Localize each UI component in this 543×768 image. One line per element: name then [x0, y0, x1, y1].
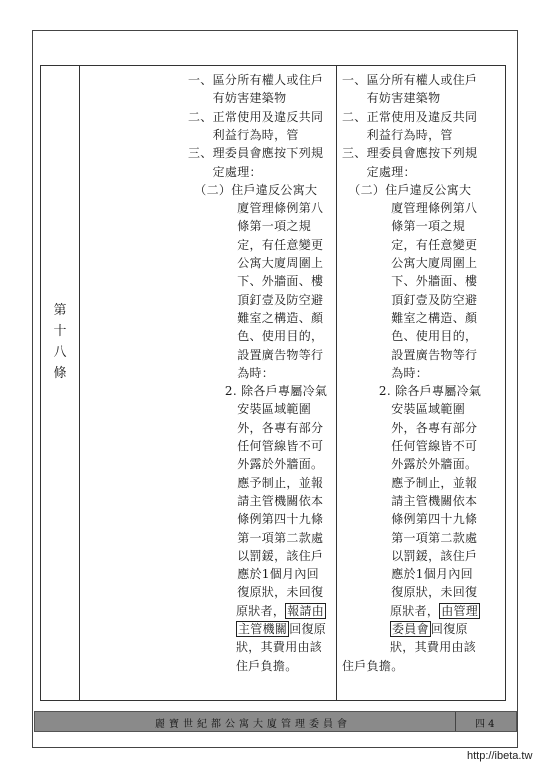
- boxed-text: 委員會: [392, 622, 429, 636]
- text-line: 住戶負擔。: [236, 658, 298, 673]
- text-line: 應於1個月內回: [342, 567, 473, 582]
- article-label-char: 十: [53, 324, 67, 339]
- text-line: 條第一項之規: [188, 219, 312, 234]
- text-line: 復原狀，未回復: [188, 585, 324, 600]
- text-line: 2. 除各戶專屬冷氣: [188, 384, 328, 399]
- boxed-text: 報請由: [287, 603, 325, 618]
- text-line: [390, 620, 468, 638]
- text-fragment: 回復原: [289, 622, 327, 636]
- text-line: 2. 除各戶專屬冷氣: [342, 384, 482, 399]
- text-line: 應予制止，並報: [342, 475, 478, 490]
- text-line: 任何管線皆不可: [188, 439, 324, 453]
- page-number: 四 4: [475, 719, 495, 730]
- text-line: 外露於外牆面。: [342, 457, 478, 472]
- text-line: 二、正常使用及違反共同: [342, 109, 478, 124]
- footer-divider: [455, 712, 456, 731]
- text-line: 安裝區域範圍: [342, 402, 466, 417]
- text-line: [390, 602, 480, 620]
- text-line: 條例第四十九條: [188, 512, 324, 527]
- text-line: 色、使用目的，: [342, 329, 478, 344]
- text-line: 為時：: [188, 365, 275, 380]
- text-line: 住戶負擔。: [342, 658, 404, 673]
- text-fragment: 回復原: [430, 622, 468, 636]
- text-line: 公寓大廈周圍上: [342, 256, 478, 270]
- column-divider-2: [336, 66, 337, 700]
- text-line: 設置廣告物等行: [342, 347, 478, 362]
- text-line: 難室之構造、顏: [342, 310, 478, 325]
- article-label-char: 條: [53, 366, 67, 381]
- text-line: 復原狀，未回復: [342, 585, 478, 600]
- text-line: （二）住戶違反公寓大: [188, 182, 318, 197]
- text-line: 二、正常使用及違反共同: [188, 109, 324, 124]
- text-line: 頂釘壹及防空避: [188, 292, 324, 307]
- text-line: 利益行為時，管: [188, 127, 299, 142]
- text-line: 頂釘壹及防空避: [342, 292, 478, 307]
- text-line: 以罰鍰，該住戶: [342, 548, 478, 563]
- text-line: 定，有任意變更: [188, 237, 324, 252]
- text-line: 以罰鍰，該住戶: [188, 548, 324, 563]
- text-line: 請主管機關依本: [342, 493, 478, 508]
- text-line: 請主管機關依本: [188, 493, 324, 508]
- text-line: 一、區分所有權人或住戶: [188, 73, 324, 87]
- watermark: http://ibeta.tw: [467, 750, 533, 762]
- text-line: 公寓大廈周圍上: [188, 256, 324, 270]
- text-line: 廈管理條例第八: [188, 201, 324, 216]
- text-line: 下、外牆面、樓: [188, 274, 324, 289]
- text-line: 狀，其費用由該: [390, 640, 477, 655]
- footer-bar: [34, 711, 517, 732]
- text-line: 三、理委員會應按下列規: [342, 146, 478, 161]
- text-line: 有妨害建築物: [188, 91, 287, 106]
- text-line: 廈管理條例第八: [342, 201, 478, 216]
- text-line: [236, 620, 326, 638]
- text-line: 難室之構造、顏: [188, 310, 324, 325]
- text-line: 第一項第二款處: [188, 530, 324, 545]
- text-fragment: 原狀者，: [236, 603, 286, 618]
- text-line: 任何管線皆不可: [342, 439, 478, 453]
- text-line: 外露於外牆面。: [188, 457, 324, 472]
- text-line: 三、理委員會應按下列規: [188, 146, 324, 161]
- text-line: 狀，其費用由該: [236, 640, 323, 655]
- text-line: 設置廣告物等行: [188, 347, 324, 362]
- text-line: 應於1個月內回: [188, 567, 319, 582]
- text-line: [236, 602, 326, 620]
- text-line: 第一項第二款處: [342, 530, 478, 545]
- text-line: 條第一項之規: [342, 219, 466, 234]
- text-line: 外，各專有部分: [342, 420, 478, 435]
- text-line: 定，有任意變更: [342, 237, 478, 252]
- article-label-char: 八: [53, 345, 67, 360]
- text-line: （二）住戶違反公寓大: [342, 182, 472, 197]
- article-label: [52, 300, 68, 384]
- text-line: 定處理：: [188, 164, 262, 179]
- article-label-char: 第: [53, 303, 67, 318]
- column-divider-1: [79, 66, 80, 700]
- text-line: 安裝區域範圍: [188, 402, 312, 417]
- comparison-table: [40, 65, 506, 701]
- text-line: 色、使用目的，: [188, 329, 324, 344]
- text-line: 應予制止，並報: [188, 475, 324, 490]
- text-line: 利益行為時，管: [342, 127, 453, 142]
- text-line: 一、區分所有權人或住戶: [342, 73, 478, 87]
- footer-title: 麗寶世紀都公寓大廈管理委員會: [155, 719, 351, 730]
- boxed-text: 由管理: [441, 603, 479, 618]
- text-line: 為時：: [342, 365, 429, 380]
- text-line: 外，各專有部分: [188, 420, 324, 435]
- boxed-text: 主管機關: [238, 622, 288, 636]
- text-fragment: 原狀者，: [390, 603, 440, 618]
- text-line: 下、外牆面、樓: [342, 274, 478, 289]
- text-line: 有妨害建築物: [342, 91, 441, 106]
- text-line: 條例第四十九條: [342, 512, 478, 527]
- text-line: 定處理：: [342, 164, 416, 179]
